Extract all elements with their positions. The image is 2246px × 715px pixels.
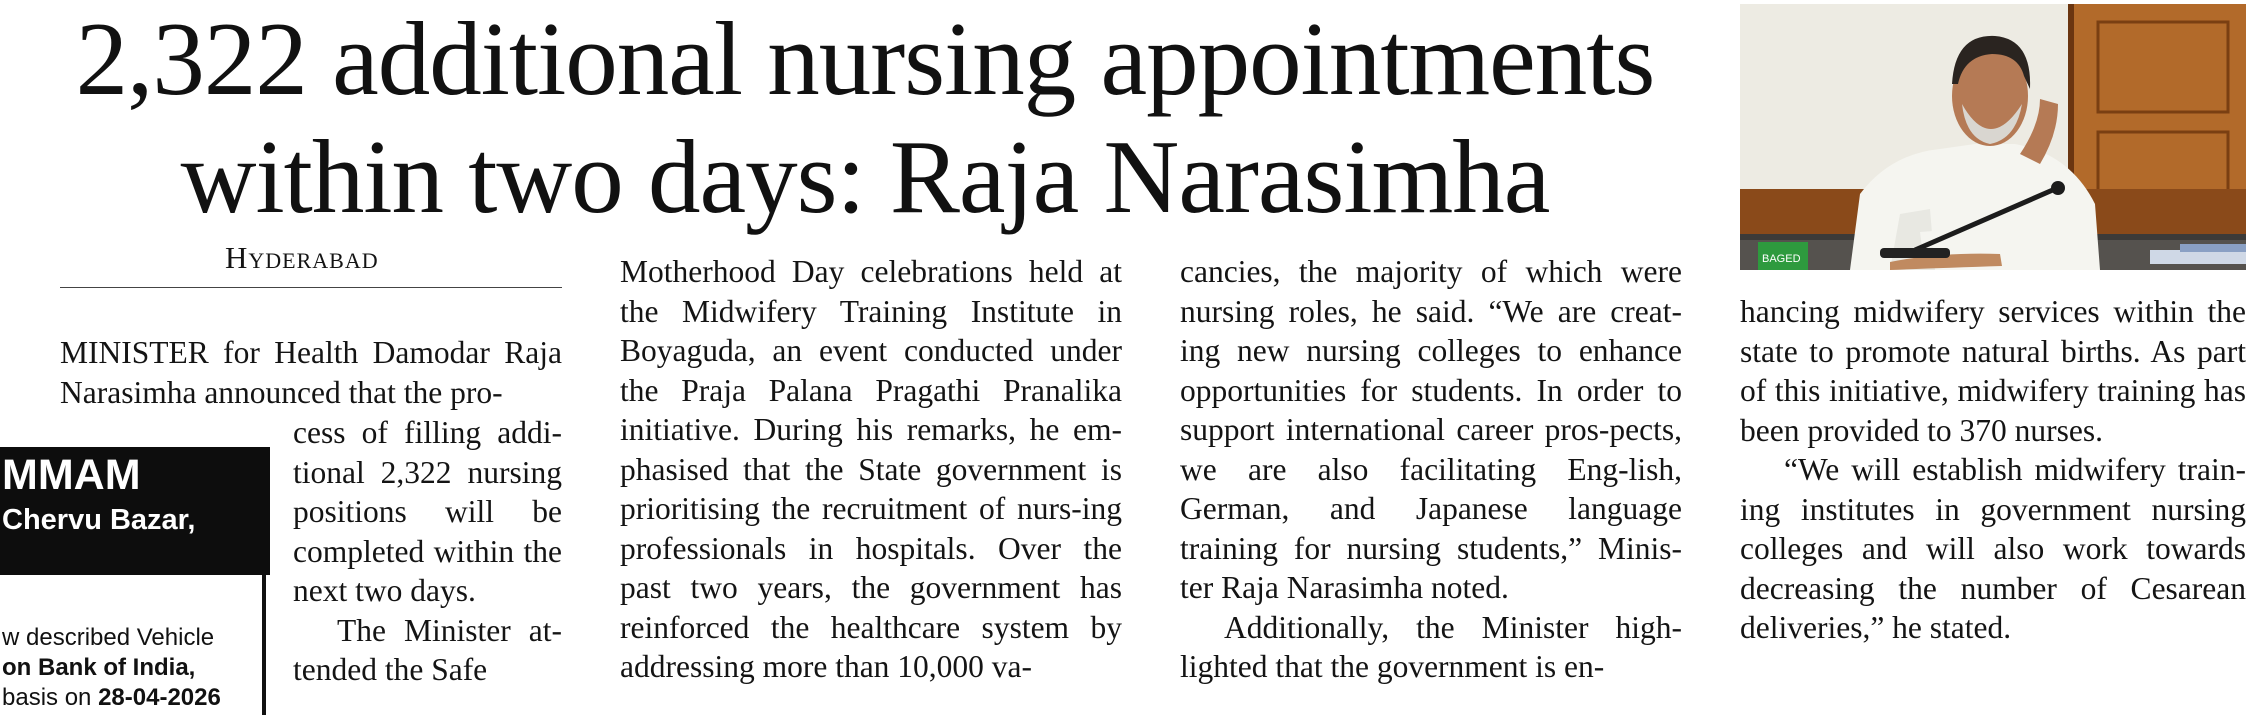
headline-line-1: 2,322 additional nursing appointments [75, 0, 1655, 117]
article-column-3 [1180, 252, 1682, 687]
paragraph-motherhood-day: Motherhood Day celebrations held at the Midwifery Training Institute in Boyaguda, an event conducted under the Praja Palana Pragathi Pranalika initiative. During his remarks, he em-phasised that the State government is prioritising the recruitment of nurs-ing professionals in hospitals. Over the past two years, the government has reinforced the healthcare system by addressing more than 10,000 va- [620, 254, 1122, 684]
minister-photo-illustration [1740, 4, 2246, 270]
dateline-rule [60, 287, 562, 288]
minister-photo [1740, 4, 2246, 270]
ad-line-1: w described Vehicle [2, 624, 215, 651]
dateline: Hyderabad [225, 240, 379, 275]
paragraph-minister-attended: The Minister at-tended the Safe [293, 612, 562, 687]
ad-line-2: on Bank of India, [2, 654, 196, 681]
article-column-1-lead [60, 333, 562, 412]
advertisement-body [0, 575, 266, 715]
photo-sign-text: BAGED [1762, 253, 1801, 265]
paragraph-vacancies: cancies, the majority of which were nursing roles, he said. “We are creat-ing new nursing colleges to enhance opportunities for students. In order to support international career pros-pects, we are also facilitating Eng-lish, German, and Japanese language training for nursing students,” Minis-ter Raja Narasimha noted. [1180, 254, 1682, 605]
headline-line-2: within two days: Raja Narasimha [180, 118, 1550, 235]
paragraph-midwifery: hancing midwifery services within the state to promote natural births. As part of this initiative, midwifery training has been provided to 370 nurses. [1740, 294, 2246, 448]
ad-line-3-date: 28-04-2026 [98, 684, 221, 711]
lead-paragraph-continued: cess of filling addi-tional 2,322 nursing positions will be completed within the next two days. [293, 415, 562, 608]
headline [40, 0, 1690, 236]
ad-line-3 [2, 683, 221, 713]
advertisement-header [0, 447, 270, 575]
lead-paragraph: MINISTER for Health Damodar Raja Narasimha announced that the pro- [60, 335, 562, 410]
article-column-4 [1740, 292, 2246, 648]
paragraph-quote: “We will establish midwifery train-ing institutes in government nursing colleges and will also work towards decreasing the number of Cesarean deliveries,” he stated. [1740, 452, 2246, 645]
paragraph-additionally: Additionally, the Minister high-lighted that the government is en- [1180, 609, 1682, 684]
ad-title: MMAM [2, 451, 141, 499]
ad-line-3-text: basis on [2, 684, 99, 711]
article-column-2 [620, 252, 1122, 687]
article-column-1-wrap [293, 413, 562, 690]
ad-subtitle: Chervu Bazar, [2, 504, 196, 536]
